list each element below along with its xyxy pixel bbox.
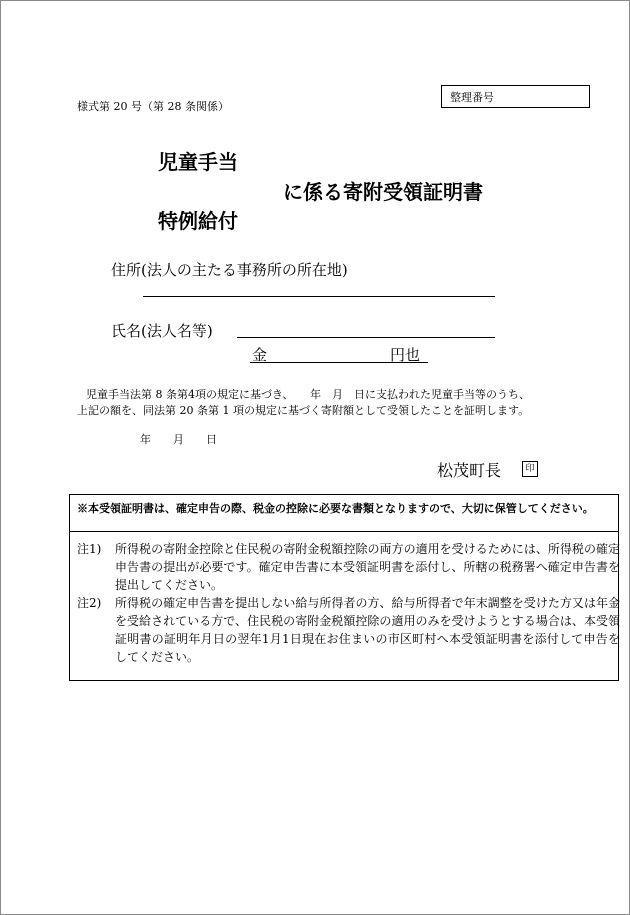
seal-stamp: 印: [522, 461, 538, 477]
date-year: 年: [140, 433, 151, 446]
certification-text-line-2: 上記の額を、同法第 20 条第 1 項の規定に基づく寄附額として受領したことを証明します。: [77, 404, 530, 417]
title-line-1: 児童手当: [158, 150, 238, 174]
name-field-line[interactable]: [237, 337, 495, 338]
notice-warning: ※本受領証明書は、確定申告の際、税金の控除に必要な書類となりますので、大切に保管してください。: [77, 502, 594, 515]
note-item: [77, 594, 620, 674]
amount-suffix: 円也: [390, 346, 421, 364]
date-month: 月: [173, 433, 184, 446]
notice-box: [69, 494, 619, 681]
reference-number-box[interactable]: [441, 85, 590, 108]
issue-date: [140, 431, 239, 447]
name-label: 氏名(法人名等): [111, 322, 213, 340]
reference-number-label: 整理番号: [450, 91, 494, 104]
notice-warning-row: [70, 495, 618, 532]
form-number: 様式第 20 号（第 28 条関係）: [77, 100, 229, 113]
certification-text-line-1: 児童手当法第 8 条第4項の規定に基づき、 年 月 日に支払われた児童手当等のうち、: [86, 388, 531, 401]
title-line-3: 特例給付: [158, 209, 238, 233]
amount-prefix: 金: [252, 346, 268, 364]
address-field-line[interactable]: [143, 296, 495, 297]
note-item: [77, 540, 620, 596]
note-label: 注1): [77, 542, 102, 556]
address-label: 住所(法人の主たる事務所の所在地): [111, 261, 348, 279]
note-text: 所得税の確定申告書を提出しない給与所得者の方、給与所得者で年末調整を受けた方又は年金を受給されている方で、住民税の寄附金税額控除の適用のみを受けようとする場合は、本受領証明書の証明年月日の翌年1月1日現在お住まいの市区町村へ本受領証明書を添付して申告をしてください。: [115, 596, 620, 664]
date-day: 日: [206, 433, 217, 446]
title-line-2: に係る寄附受領証明書: [283, 180, 483, 204]
issuer-name: 松茂町長: [437, 461, 502, 480]
amount-underline[interactable]: [250, 362, 428, 363]
note-label: 注2): [77, 596, 102, 610]
note-text: 所得税の寄附金控除と住民税の寄附金税額控除の両方の適用を受けるためには、所得税の確定申告書の提出が必要です。確定申告書に本受領証明書を添付し、所轄の税務署へ確定申告書を提出してください。: [115, 542, 620, 592]
